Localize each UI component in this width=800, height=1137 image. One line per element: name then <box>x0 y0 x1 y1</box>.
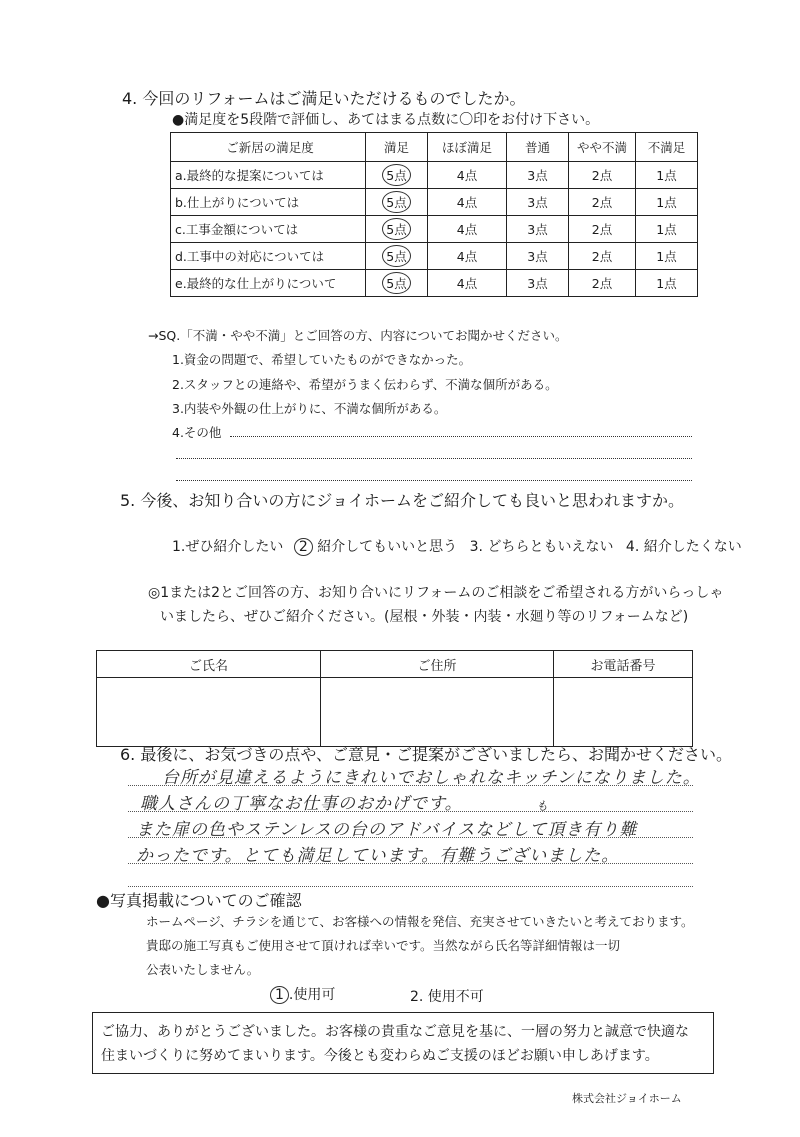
score-cell[interactable]: 3点 <box>507 270 569 297</box>
q5-option-1[interactable]: 1.ぜひ紹介したい <box>172 539 284 555</box>
row-label: a.最終的な提案については <box>171 162 366 189</box>
header-cell: 満足 <box>366 133 428 162</box>
photo-title: ●写真掲載についてのご確認 <box>96 891 302 910</box>
other-answer-line[interactable] <box>176 458 692 459</box>
score-cell[interactable]: 3点 <box>507 162 569 189</box>
closing-line-2: 住まいづくりに努めてまいります。今後とも変わらぬご支援のほどお願い申しあげます。 <box>101 1048 659 1064</box>
sq-item-1[interactable]: 1.資金の問題で、希望していたものができなかった。 <box>172 352 472 367</box>
score-cell[interactable]: 1点 <box>636 270 698 297</box>
q5-options <box>172 536 742 556</box>
row-label: d.工事中の対応については <box>171 243 366 270</box>
score-cell[interactable]: 4点 <box>428 270 507 297</box>
address-field[interactable] <box>321 678 554 747</box>
score-cell[interactable]: 4点 <box>428 243 507 270</box>
comment-line[interactable] <box>128 886 693 887</box>
photo-line-1: ホームページ、チラシを通じて、お客様への情報を発信、充実させていきたいと考えております。 <box>146 914 694 929</box>
q5-option-2[interactable]: 紹介してもいいと思う <box>317 539 458 555</box>
phone-field[interactable] <box>554 678 693 747</box>
handwritten-comment-1: 台所が見違えるようにきれいでおしゃれなキッチンになりました。 <box>162 768 701 788</box>
handwritten-comment-4: かったです。とても満足しています。有難うございました。 <box>136 846 620 866</box>
q4-instruction: ●満足度を5段階で評価し、あてはまる点数に〇印をお付け下さい。 <box>172 112 600 128</box>
header-cell: 普通 <box>507 133 569 162</box>
table-header-row <box>97 651 693 678</box>
q5-option-2-circled[interactable]: 2 <box>294 538 313 556</box>
photo-line-2: 貴邸の施工写真もご使用させて頂ければ幸いです。当然ながら氏名等詳細情報は一切 <box>146 938 621 953</box>
score-cell[interactable]: 1点 <box>636 216 698 243</box>
name-field[interactable] <box>97 678 321 747</box>
row-label: b.仕上がりについては <box>171 189 366 216</box>
photo-line-3: 公表いたしません。 <box>146 962 260 977</box>
q4-title: 4. 今回のリフォームはご満足いただけるものでしたか。 <box>122 89 526 108</box>
score-cell[interactable]: 2点 <box>569 216 636 243</box>
q5-note-line2: いましたら、ぜひご紹介ください。(屋根・外装・内装・水廻り等のリフォームなど) <box>160 609 689 625</box>
sq-item-4[interactable]: 4.その他 <box>172 425 222 440</box>
score-cell[interactable]: 4点 <box>428 189 507 216</box>
header-cell: ほぼ満足 <box>428 133 507 162</box>
satisfaction-table <box>170 132 698 297</box>
header-cell: やや不満 <box>569 133 636 162</box>
handwritten-comment-2: 職人さんの丁寧なお仕事のおかげです。 <box>140 794 463 814</box>
table-row <box>97 678 693 747</box>
score-cell[interactable]: 4点 <box>428 162 507 189</box>
score-cell[interactable]: 2点 <box>569 162 636 189</box>
handwritten-comment-3: また扉の色やステンレスの台のアドバイスなどして頂き有り難 <box>136 820 638 840</box>
other-answer-line[interactable] <box>230 436 692 437</box>
score-cell[interactable]: 2点 <box>569 243 636 270</box>
sq-item-2[interactable]: 2.スタッフとの連絡や、希望がうまく伝わらず、不満な個所がある。 <box>172 377 558 392</box>
score-cell[interactable]: 3点 <box>507 243 569 270</box>
score-cell[interactable]: 1点 <box>636 243 698 270</box>
sq-item-3[interactable]: 3.内装や外観の仕上がりに、不満な個所がある。 <box>172 401 447 416</box>
q5-option-3[interactable]: 3. どちらともいえない <box>469 539 614 555</box>
photo-option-1-circled[interactable]: 1 <box>270 986 289 1004</box>
circled-score[interactable]: 5点 <box>382 245 410 267</box>
photo-option-1-label[interactable]: .使用可 <box>288 987 336 1003</box>
score-cell[interactable]: 3点 <box>507 216 569 243</box>
table-row <box>171 216 698 243</box>
photo-option-1[interactable] <box>270 984 335 1004</box>
closing-line-1: ご協力、ありがとうございました。お客様の貴重なご意見を基に、一層の努力と誠意で快適な <box>101 1024 689 1040</box>
q5-title: 5. 今後、お知り合いの方にジョイホームをご紹介しても良いと思われますか。 <box>120 491 685 510</box>
sq-title: →SQ.「不満・やや不満」とご回答の方、内容についてお聞かせください。 <box>148 328 568 343</box>
circled-score[interactable]: 5点 <box>382 218 410 240</box>
score-cell[interactable]: 1点 <box>636 162 698 189</box>
other-answer-line[interactable] <box>176 480 692 481</box>
score-cell[interactable]: 2点 <box>569 189 636 216</box>
company-name: 株式会社ジョイホーム <box>572 1092 682 1105</box>
table-row <box>171 243 698 270</box>
q5-option-4[interactable]: 4. 紹介したくない <box>625 539 742 555</box>
name-header: ご氏名 <box>97 651 321 678</box>
row-label: c.工事金額については <box>171 216 366 243</box>
handwritten-stray-mark: も <box>536 799 550 813</box>
score-cell[interactable]: 2点 <box>569 270 636 297</box>
address-header: ご住所 <box>321 651 554 678</box>
table-row <box>171 162 698 189</box>
score-cell[interactable]: 4点 <box>428 216 507 243</box>
row-label: e.最終的な仕上がりについて <box>171 270 366 297</box>
referral-table <box>96 650 693 747</box>
score-cell[interactable]: 3点 <box>507 189 569 216</box>
closing-box <box>92 1012 714 1074</box>
table-row <box>171 189 698 216</box>
q6-title: 6. 最後に、お気づきの点や、ご意見・ご提案がございましたら、お聞かせください。 <box>120 745 733 764</box>
phone-header: お電話番号 <box>554 651 693 678</box>
table-header-row <box>171 133 698 162</box>
circled-score[interactable]: 5点 <box>382 272 410 294</box>
table-row <box>171 270 698 297</box>
score-cell[interactable]: 1点 <box>636 189 698 216</box>
header-cell: 不満足 <box>636 133 698 162</box>
circled-score[interactable]: 5点 <box>382 164 410 186</box>
circled-score[interactable]: 5点 <box>382 191 410 213</box>
header-cell: ご新居の満足度 <box>171 133 366 162</box>
photo-option-2[interactable]: 2. 使用不可 <box>410 989 484 1005</box>
q5-note-line1: ◎1または2とご回答の方、お知り合いにリフォームのご相談をご希望される方がいらっしゃ <box>148 585 724 601</box>
